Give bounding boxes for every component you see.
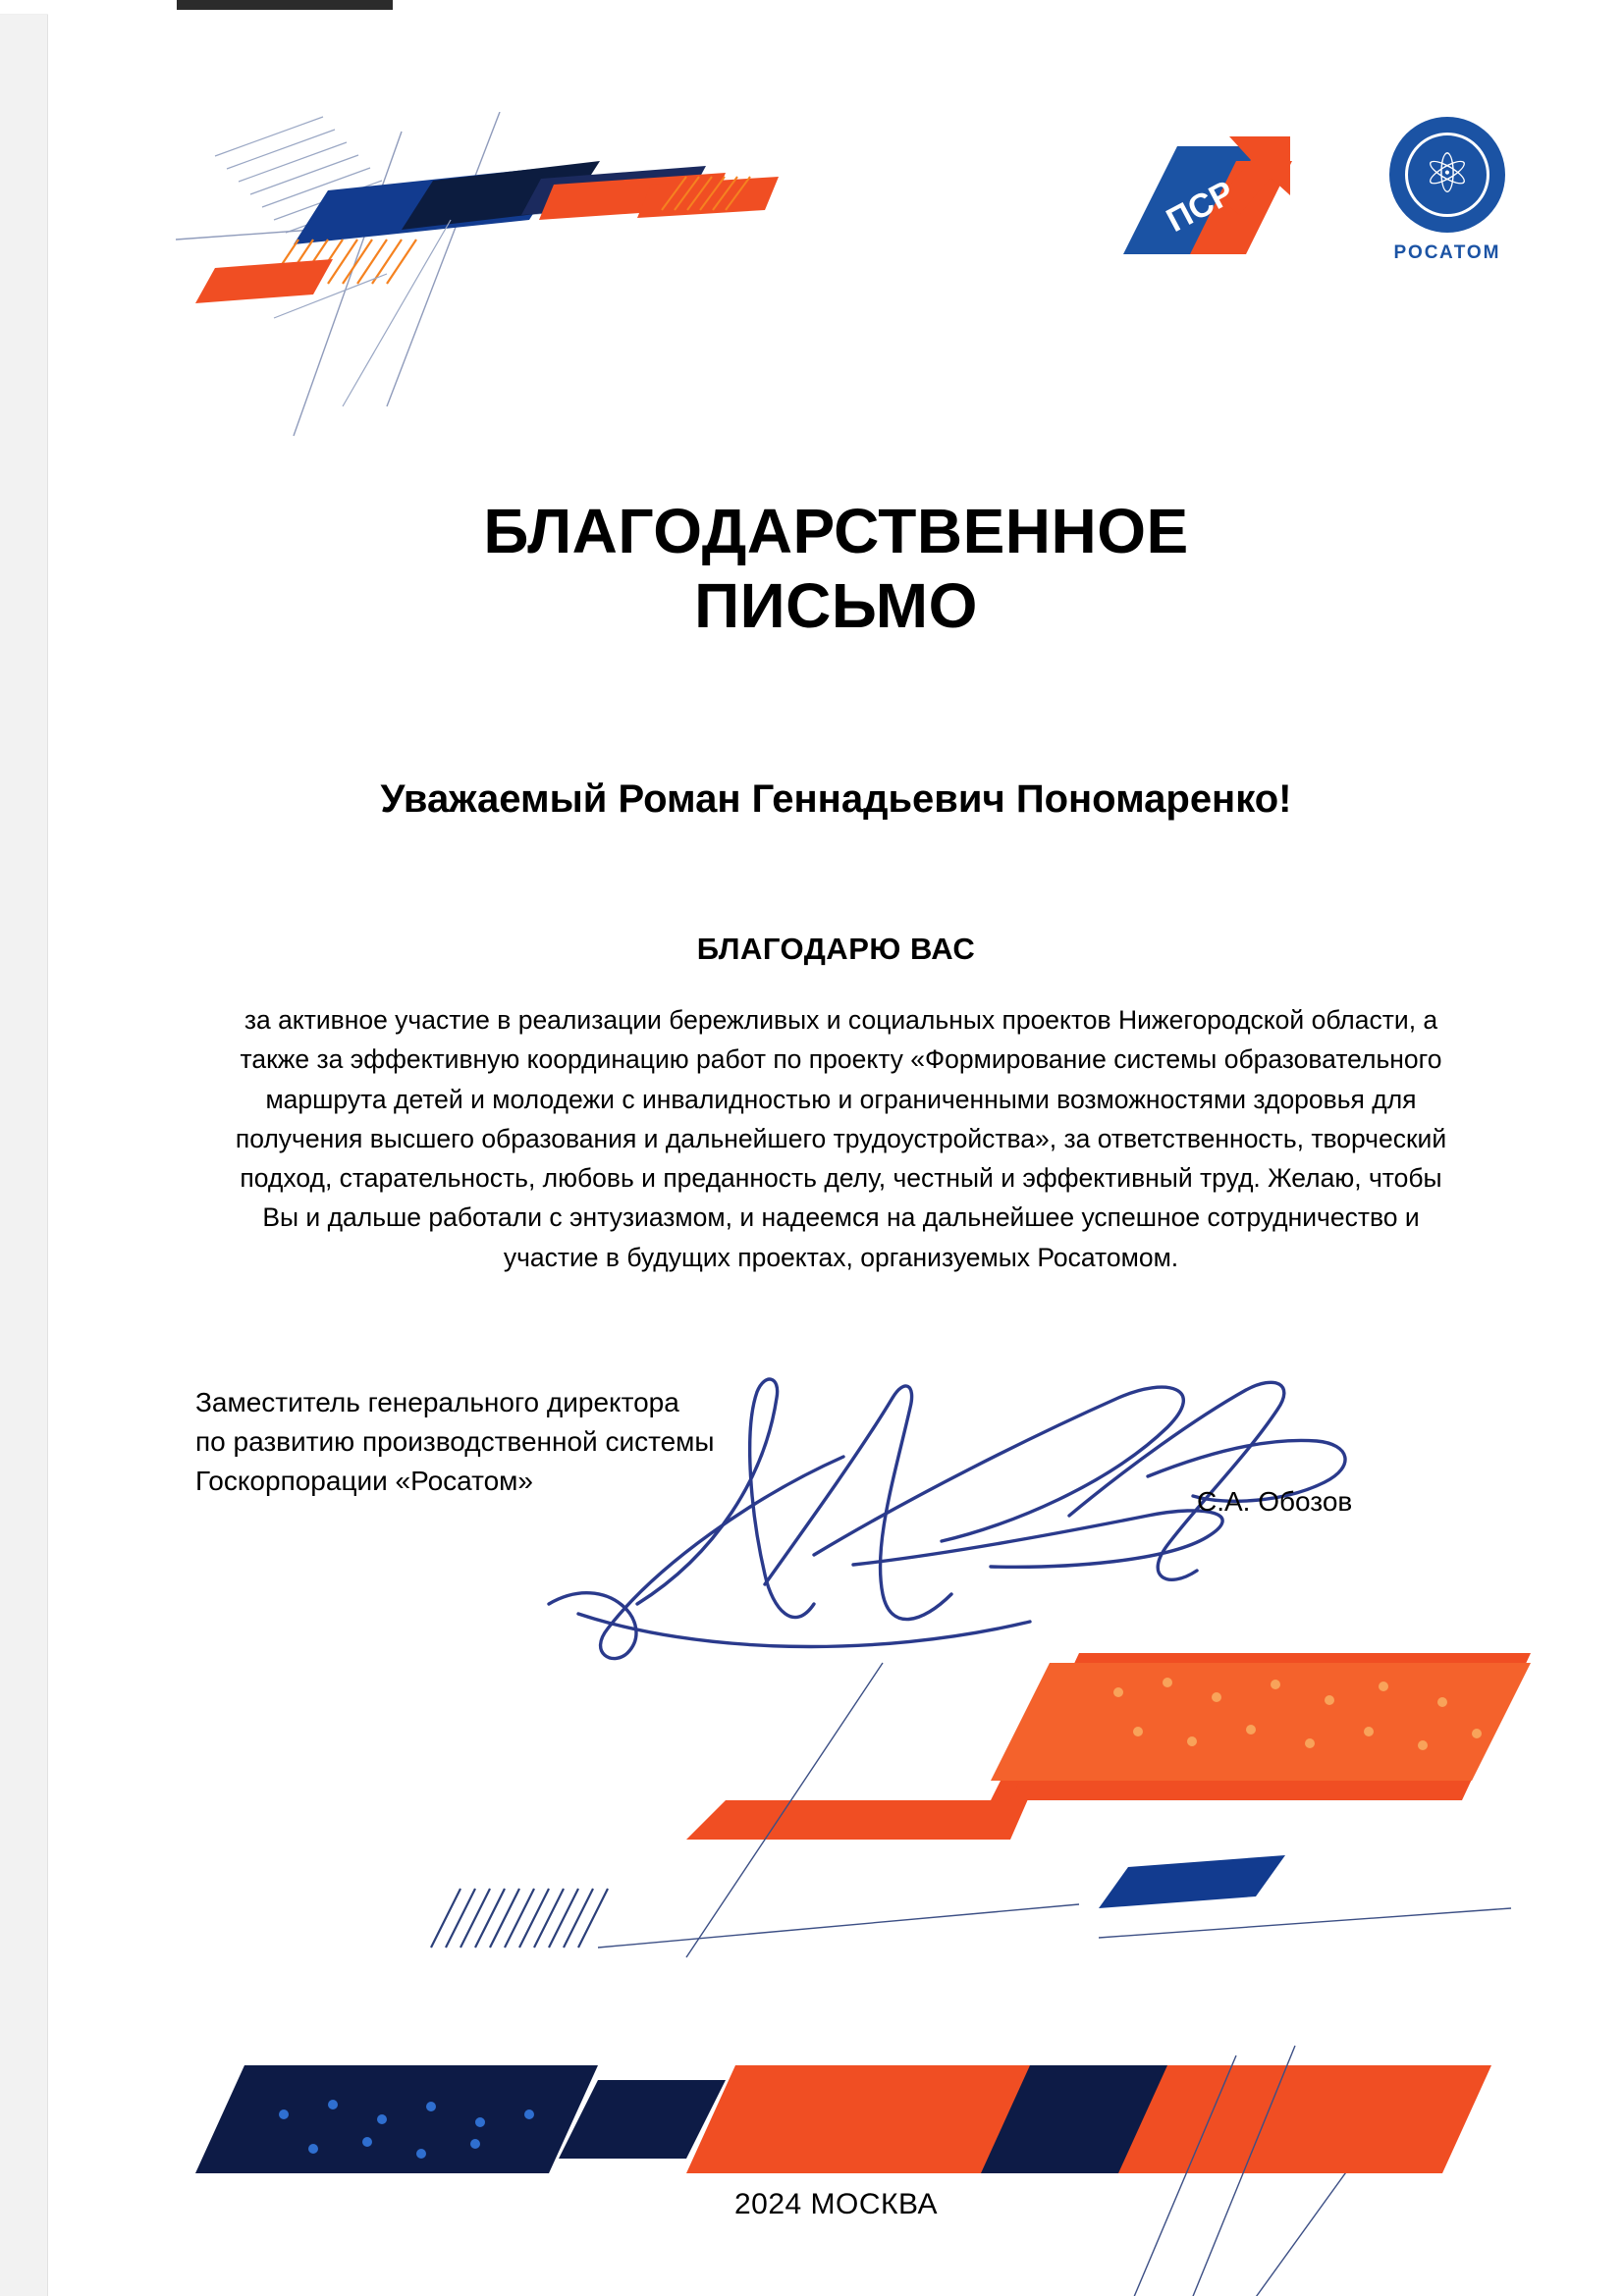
certificate-sheet: [48, 14, 1624, 2296]
scan-edge-top-marker: [177, 0, 393, 10]
title-line-2: ПИСЬМО: [694, 569, 978, 641]
decorative-graphic-top: [176, 112, 981, 485]
body-text: за активное участие в реализации бережливых и социальных проектов Нижегородской области, а также за эффективную координацию работ по проекту «Формирование системы образовательного маршрута детей и молодежи с инвалидностью и ограниченными возможностями здоровья для получения высшего образования и дальнейшего трудоустройства», за ответственность, творческий подход, старательность, любовь и преданность делу, честный и эффективный труд. Желаю, чтобы Вы и дальше работали с энтузиазмом, и надеемся на дальнейшее успешное сотрудничество и участие в будущих проектах, организуемых Росатомом.: [235, 1005, 1447, 1272]
psr-logo: [1113, 117, 1310, 274]
scan-edge-left: [0, 0, 48, 2296]
signature-line-3: Госкорпорации «Росатом»: [195, 1465, 533, 1496]
signature-line-2: по развитию производственной системы: [195, 1425, 715, 1457]
rosatom-logo: [1354, 117, 1541, 294]
rosatom-emblem: [1389, 117, 1505, 233]
signer-name: С.А. Обозов: [1197, 1486, 1353, 1517]
svg-text:ПСР: ПСР: [1160, 173, 1241, 240]
title-line-1: БЛАГОДАРСТВЕННОЕ: [483, 496, 1189, 566]
page-title: [48, 495, 1624, 643]
salutation: Уважаемый Роман Геннадьевич Пономаренко!: [380, 777, 1292, 821]
footer-place-year: 2024 МОСКВА: [733, 2188, 939, 2220]
signature-line-1: Заместитель генерального директора: [195, 1387, 679, 1417]
atom-icon: ⚛: [1422, 142, 1473, 206]
thanks-heading: БЛАГОДАРЮ ВАС: [696, 932, 976, 966]
rosatom-wordmark: РОСАТОМ: [1393, 242, 1501, 263]
handwritten-signature: [519, 1359, 1403, 1682]
